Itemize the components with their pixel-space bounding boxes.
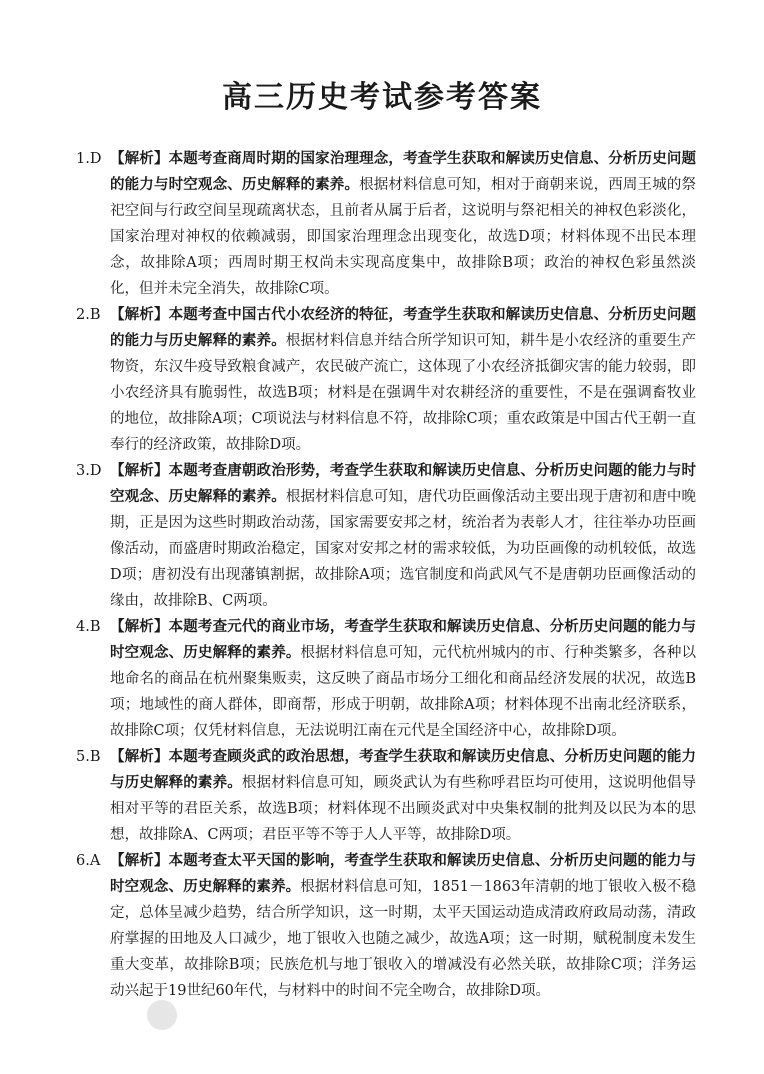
answer-lead: 本题考查元代的商业市场，考查学生获取和解读历史信息、分析历史问题的能力与时空观念、历史解释的素养。 xyxy=(110,619,697,661)
analysis-tag: 【解析】 xyxy=(110,619,169,635)
analysis-tag: 【解析】 xyxy=(110,307,169,323)
answer-list xyxy=(76,146,696,1004)
answer-lead: 本题考查中国古代小农经济的特征，考查学生获取和解读历史信息、分析历史问题的能力与历史解释的素养。 xyxy=(110,307,697,349)
answer-text xyxy=(110,302,696,458)
answer-body: 根据材料信息可知，1851－1863年清朝的地丁银收入极不稳定，总体呈减少趋势，结合所学知识，这一时期，太平天国运动造成清政府政局动荡，清政府掌握的田地及人口减少，地丁银收入也随之减少，故选A项；这一时期，赋税制度未发生重大变革，故排除B项；民族危机与地丁银收入的增减没有必然关联，故排除C项；洋务运动兴起于19世纪60年代，与材料中的时间不完全吻合，故排除D项。 xyxy=(110,879,696,999)
answer-number: 5.B xyxy=(76,749,101,765)
page-title: 高三历史考试参考答案 xyxy=(222,80,542,115)
analysis-tag: 【解析】 xyxy=(110,853,169,869)
answer-body: 根据材料信息可知，顾炎武认为有些称呼君臣均可使用，这说明他倡导相对平等的君臣关系，故选B项；材料体现不出顾炎武对中央集权制的批判及以民为本的思想，故排除A、C两项；君臣平等不等于人人平等，故排除D项。 xyxy=(110,775,697,843)
analysis-tag: 【解析】 xyxy=(110,463,169,479)
answer-text xyxy=(110,744,696,848)
answer-body: 根据材料信息并结合所学知识可知，耕牛是小农经济的重要生产物资，东汉牛疫导致粮食减产，农民破产流亡，这体现了小农经济抵御灾害的能力较弱，即小农经济具有脆弱性，故选B项；材料是在强调牛对农耕经济的重要性，不是在强调畜牧业的地位，故排除A项；C项说法与材料信息不符，故排除C项；重农政策是中国古代王朝一直奉行的经济政策，故排除D项。 xyxy=(110,333,697,453)
answer-body: 根据材料信息可知，元代杭州城内的市、行种类繁多，各种以地命名的商品在杭州聚集贩卖，这反映了商品市场分工细化和商品经济发展的状况，故选B项；地域性的商人群体，即商帮，形成于明朝，故排除A项；材料体现不出南北经济联系，故排除C项；仅凭材料信息，无法说明江南在元代是全国经济中心，故排除D项。 xyxy=(110,645,696,739)
answer-text xyxy=(110,848,696,1004)
analysis-tag: 【解析】 xyxy=(110,151,169,167)
answer-text xyxy=(110,146,696,302)
answer-item-2 xyxy=(76,302,696,458)
answer-item-4 xyxy=(76,614,696,744)
analysis-tag: 【解析】 xyxy=(110,749,169,765)
page-marker-dot xyxy=(147,1000,177,1030)
answer-item-6 xyxy=(76,848,696,1004)
answer-item-1 xyxy=(76,146,696,302)
answer-body: 根据材料信息可知，相对于商朝来说，西周王城的祭祀空间与行政空间呈现疏离状态，且前者从属于后者，这说明与祭祀相关的神权色彩淡化，国家治理对神权的依赖减弱，即国家治理理念出现变化，故选D项；材料体现不出民本理念，故排除A项；西周时期王权尚未实现高度集中，故排除B项；政治的神权色彩虽然淡化，但并未完全消失，故排除C项。 xyxy=(110,177,697,297)
answer-number: 3.D xyxy=(76,463,102,479)
answer-number: 6.A xyxy=(76,853,101,869)
answer-number: 2.B xyxy=(76,307,101,323)
answer-body: 根据材料信息可知，唐代功臣画像活动主要出现于唐初和唐中晚期，正是因为这些时期政治动荡，国家需要安邦之材，统治者为表彰人才，往往举办功臣画像活动，而盛唐时期政治稳定，国家对安邦之材的需求较低，为功臣画像的动机较低，故选D项；唐初没有出现藩镇割据，故排除A项；选官制度和尚武风气不是唐朝功臣画像活动的缘由，故排除B、C两项。 xyxy=(110,489,697,609)
answer-item-5 xyxy=(76,744,696,848)
answer-text xyxy=(110,458,696,614)
answer-lead: 本题考查商周时期的国家治理理念，考查学生获取和解读历史信息、分析历史问题的能力与时空观念、历史解释的素养。 xyxy=(110,151,697,193)
answer-lead: 本题考查唐朝政治形势，考查学生获取和解读历史信息、分析历史问题的能力与时空观念、历史解释的素养。 xyxy=(110,463,697,505)
answer-lead: 本题考查顾炎武的政治思想，考查学生获取和解读历史信息、分析历史问题的能力与历史解释的素养。 xyxy=(110,749,697,791)
answer-item-3 xyxy=(76,458,696,614)
answer-lead: 本题考查太平天国的影响，考查学生获取和解读历史信息、分析历史问题的能力与时空观念、历史解释的素养。 xyxy=(110,853,697,895)
answer-number: 1.D xyxy=(76,151,102,167)
answer-number: 4.B xyxy=(76,619,101,635)
answer-text xyxy=(110,614,696,744)
